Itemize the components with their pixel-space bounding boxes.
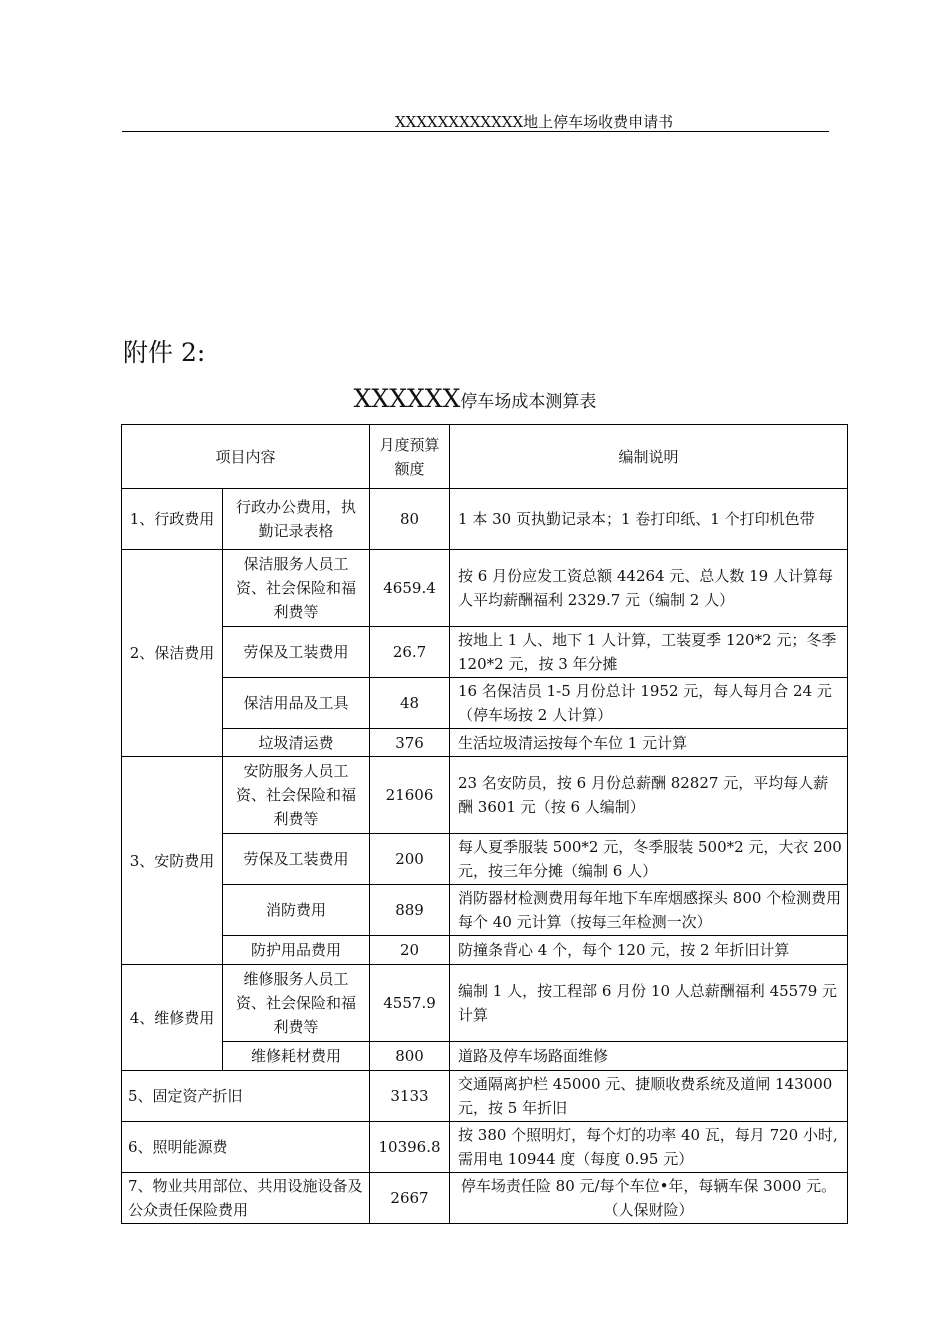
- table-title-cn: 停车场成本测算表: [460, 392, 597, 412]
- subitem-cell: 保洁服务人员工资、社会保险和福利费等: [223, 550, 370, 627]
- subitem-cell: 垃圾清运费: [223, 729, 370, 757]
- note-cell: 交通隔离护栏 45000 元、捷顺收费系统及道闸 143000 元，按 5 年折旧: [450, 1071, 848, 1122]
- table-row: [122, 834, 848, 885]
- budget-cell: 4557.9: [370, 965, 450, 1042]
- subitem-cell: 行政办公费用，执勤记录表格: [223, 489, 370, 550]
- budget-cell: 48: [370, 678, 450, 729]
- table-row: [122, 1042, 848, 1071]
- note-cell: 生活垃圾清运按每个车位 1 元计算: [450, 729, 848, 757]
- budget-cell: 20: [370, 936, 450, 965]
- budget-cell: 2667: [370, 1173, 450, 1224]
- note-cell: 消防器材检测费用每年地下车库烟感探头 800 个检测费用每个 40 元计算（按每三年检测一次）: [450, 885, 848, 936]
- note-cell: 1 本 30 页执勤记录本；1 卷打印纸、1 个打印机色带: [450, 489, 848, 550]
- budget-cell: 4659.4: [370, 550, 450, 627]
- budget-cell: 800: [370, 1042, 450, 1071]
- header-note: 编制说明: [450, 425, 848, 489]
- document-header-title: XXXXXXXXXXXX地上停车场收费申请书: [395, 113, 674, 131]
- note-cell: 停车场责任险 80 元/每个车位•年，每辆车保 3000 元。（人保财险）: [450, 1173, 848, 1224]
- category-cell: 4、维修费用: [122, 965, 223, 1071]
- header-rule: [122, 131, 829, 132]
- note-cell: 16 名保洁员 1-5 月份总计 1952 元，每人每月合 24 元（停车场按 2 人计算）: [450, 678, 848, 729]
- note-cell: 道路及停车场路面维修: [450, 1042, 848, 1071]
- budget-cell: 376: [370, 729, 450, 757]
- category-cell: 6、照明能源费: [122, 1122, 370, 1173]
- note-cell: 23 名安防员，按 6 月份总薪酬 82827 元，平均每人薪酬 3601 元（按 6 人编制）: [450, 757, 848, 834]
- table-row: [122, 550, 848, 627]
- header-item: 项目内容: [122, 425, 370, 489]
- table-header-row: [122, 425, 848, 489]
- header-budget: 月度预算额度: [370, 425, 450, 489]
- subitem-cell: 维修服务人员工资、社会保险和福利费等: [223, 965, 370, 1042]
- category-cell: 3、安防费用: [122, 757, 223, 965]
- attachment-label: 附件 2:: [123, 338, 206, 367]
- category-cell: 2、保洁费用: [122, 550, 223, 757]
- table-row: [122, 729, 848, 757]
- table-row: [122, 489, 848, 550]
- subitem-cell: 劳保及工装费用: [223, 627, 370, 678]
- budget-cell: 889: [370, 885, 450, 936]
- note-cell: 按 380 个照明灯，每个灯的功率 40 瓦，每月 720 小时,需用电 10944 度（每度 0.95 元）: [450, 1122, 848, 1173]
- category-cell: 5、固定资产折旧: [122, 1071, 370, 1122]
- budget-cell: 200: [370, 834, 450, 885]
- note-cell: 防撞条背心 4 个，每个 120 元，按 2 年折旧计算: [450, 936, 848, 965]
- note-cell: 按地上 1 人、地下 1 人计算，工装夏季 120*2 元；冬季 120*2 元，按 3 年分摊: [450, 627, 848, 678]
- table-row: [122, 757, 848, 834]
- budget-cell: 26.7: [370, 627, 450, 678]
- table-row: [122, 1122, 848, 1173]
- category-cell: 1、行政费用: [122, 489, 223, 550]
- table-row: [122, 1071, 848, 1122]
- subitem-cell: 保洁用品及工具: [223, 678, 370, 729]
- table-row: [122, 627, 848, 678]
- budget-cell: 3133: [370, 1071, 450, 1122]
- subitem-cell: 安防服务人员工资、社会保险和福利费等: [223, 757, 370, 834]
- table-row: [122, 678, 848, 729]
- table-row: [122, 965, 848, 1042]
- category-cell: 7、物业共用部位、共用设施设备及公众责任保险费用: [122, 1173, 370, 1224]
- table-row: [122, 1173, 848, 1224]
- subitem-cell: 劳保及工装费用: [223, 834, 370, 885]
- note-cell: 编制 1 人，按工程部 6 月份 10 人总薪酬福利 45579 元计算: [450, 965, 848, 1042]
- budget-cell: 21606: [370, 757, 450, 834]
- table-row: [122, 885, 848, 936]
- table-title-latin: XXXXXX: [353, 384, 461, 413]
- table-row: [122, 936, 848, 965]
- budget-cell: 10396.8: [370, 1122, 450, 1173]
- subitem-cell: 消防费用: [223, 885, 370, 936]
- table-title: [0, 384, 950, 413]
- subitem-cell: 维修耗材费用: [223, 1042, 370, 1071]
- budget-cell: 80: [370, 489, 450, 550]
- cost-table: [121, 424, 848, 1224]
- subitem-cell: 防护用品费用: [223, 936, 370, 965]
- note-cell: 每人夏季服装 500*2 元，冬季服装 500*2 元，大衣 200 元，按三年分摊（编制 6 人）: [450, 834, 848, 885]
- note-cell: 按 6 月份应发工资总额 44264 元、总人数 19 人计算每人平均薪酬福利 2329.7 元（编制 2 人）: [450, 550, 848, 627]
